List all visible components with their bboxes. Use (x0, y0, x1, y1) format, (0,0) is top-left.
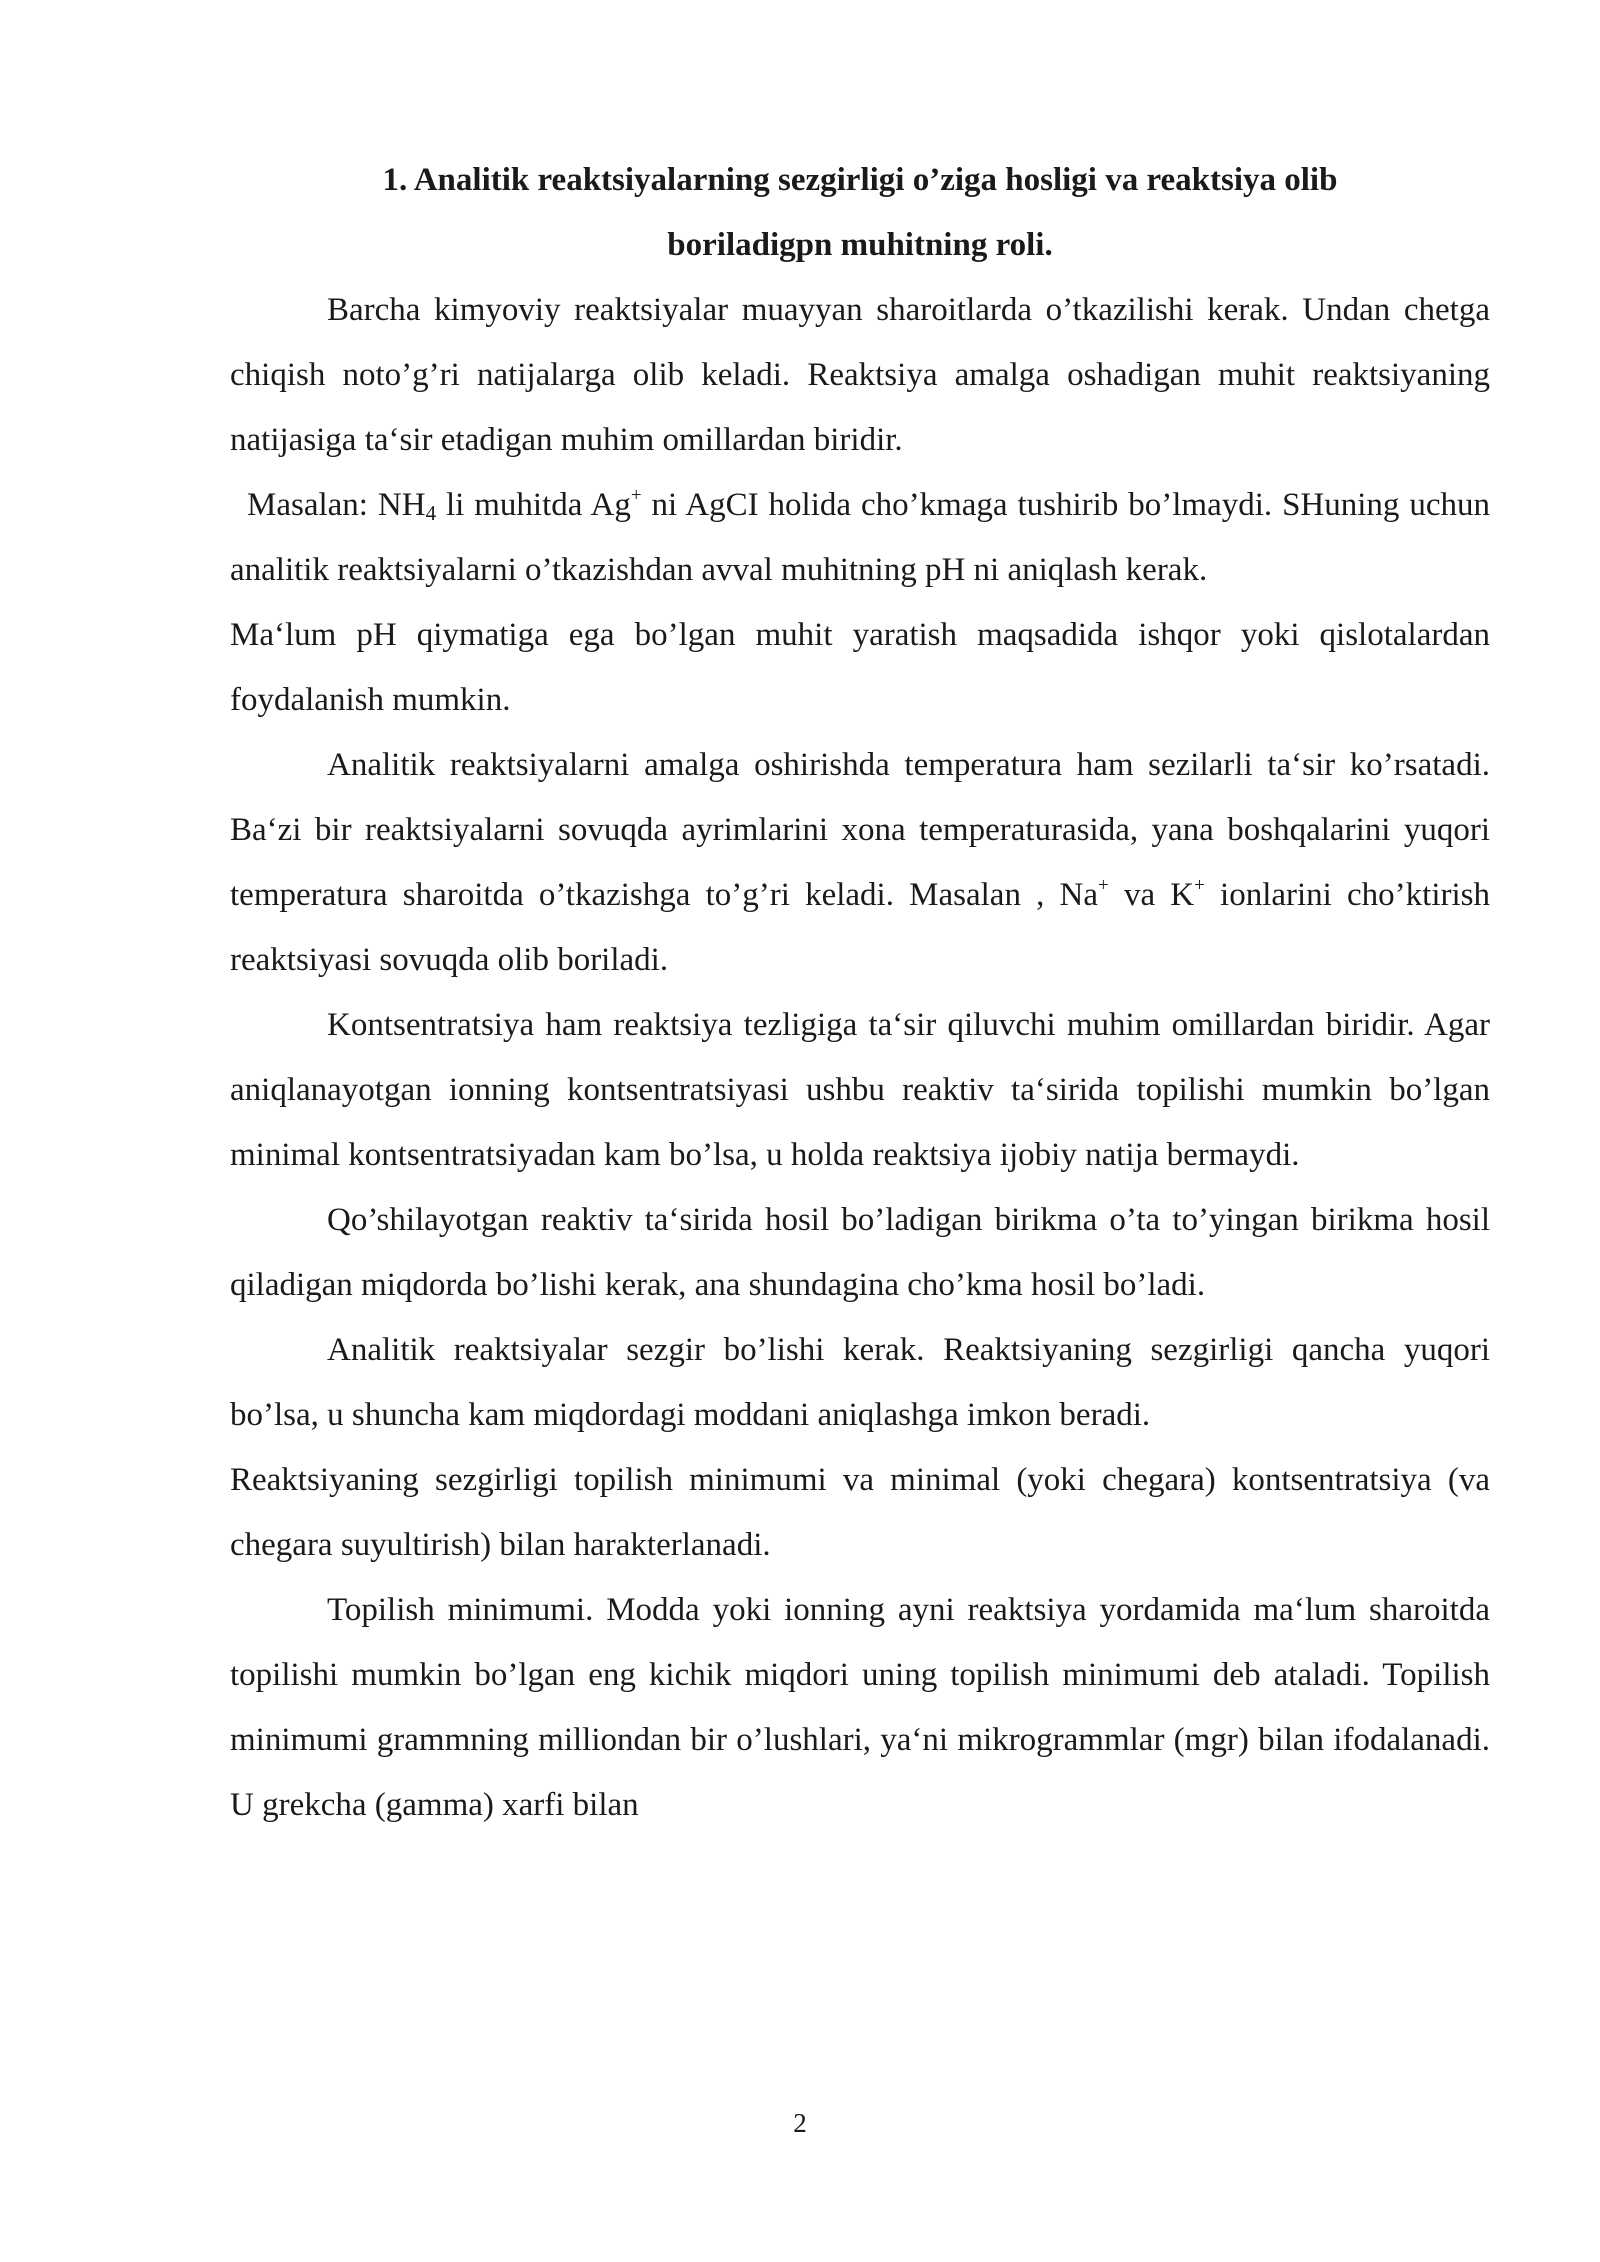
paragraph-3: Ma‘lum pH qiymatiga ega bo’lgan muhit yaratish maqsadida ishqor yoki qislotalardan foydalanish mumkin. (230, 617, 1490, 718)
p2-text-1: Masalan: NH (247, 487, 426, 523)
p2-superscript-plus: + (630, 485, 642, 506)
paragraph-9: Topilish minimumi. Modda yoki ionning ayni reaktsiya yordamida ma‘lum sharoitda topilishi mumkin bo’lgan eng kichik miqdori uning topilish minimumi deb ataladi. Topilish minimumi grammning milliondan bir o’lushlari, ya‘ni mikrogrammlar (mgr) bilan ifodalanadi. U grekcha (gamma) xarfi bilan (230, 1592, 1490, 1823)
paragraph-7: Analitik reaktsiyalar sezgir bo’lishi kerak. Reaktsiyaning sezgirligi qancha yuqori bo’lsa, u shuncha kam miqdordagi moddani aniqlashga imkon beradi. (230, 1332, 1490, 1433)
paragraph-1: Barcha kimyoviy reaktsiyalar muayyan sharoitlarda o’tkazilishi kerak. Undan chetga chiqish noto’g’ri natijalarga olib keladi. Reaktsiya amalga oshadigan muhit reaktsiyaning natijasiga ta‘sir etadigan muhim omillardan biridir. (230, 292, 1490, 458)
paragraph-2 (230, 473, 1490, 603)
paragraph-6: Qo’shilayotgan reaktiv ta‘sirida hosil bo’ladigan birikma o’ta to’yingan birikma hosil qiladigan miqdorda bo’lishi kerak, ana shundagina cho’kma hosil bo’ladi. (230, 1202, 1490, 1303)
p4-text-1: Analitik reaktsiyalarni amalga oshirishda temperatura ham sezilarli ta‘sir ko’rsatadi. Ba‘zi bir reaktsiyalarni sovuqda ayrimlarini xona temperaturasida, yana boshqalarini yuqori temperatura sharoitda o’tkazishga to’g’ri keladi. Masalan , Na (230, 747, 1490, 913)
page-number: 2 (793, 2108, 807, 2138)
paragraph-5: Kontsentratsiya ham reaktsiya tezligiga ta‘sir qiluvchi muhim omillardan biridir. Agar aniqlanayotgan ionning kontsentratsiyasi ushbu reaktiv ta‘sirida topilishi mumkin bo’lgan minimal kontsentratsiyadan kam bo’lsa, u holda reaktsiya ijobiy natija bermaydi. (230, 1007, 1490, 1173)
paragraph-4 (230, 733, 1490, 993)
p2-text-3: ni AgCI holida cho’kmaga tushirib bo’lmaydi. SHuning uchun analitik reaktsiyalarni o’tkazishdan avval muhitning pH ni aniqlash kerak. (230, 487, 1490, 588)
p2-subscript-4: 4 (425, 501, 437, 525)
p4-text-3: ionlarini cho’ktirish reaktsiyasi sovuqda olib boriladi. (230, 877, 1490, 978)
p4-superscript-na: + (1098, 875, 1109, 896)
p4-superscript-k: + (1194, 875, 1205, 896)
p2-text-2: li muhitda Ag (436, 487, 631, 523)
p4-text-2: va K (1108, 877, 1195, 913)
section-heading: 1. Analitik reaktsiyalarning sezgirligi o’ziga hosligi va reaktsiya olib boriladigpn muhitning roli. (382, 162, 1338, 263)
page-content (230, 148, 1490, 1838)
paragraph-8: Reaktsiyaning sezgirligi topilish minimumi va minimal (yoki chegara) kontsentratsiya (va chegara suyultirish) bilan harakterlanadi. (230, 1462, 1490, 1563)
